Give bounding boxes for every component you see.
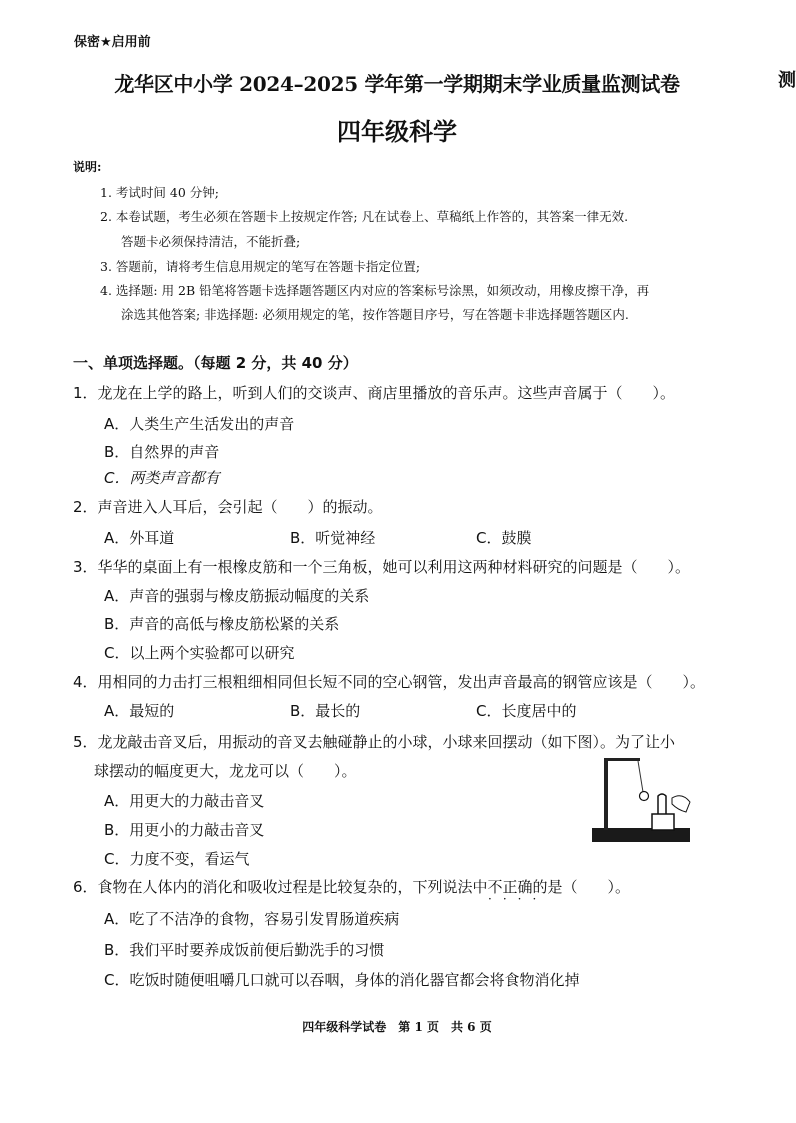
- question-4-option-a: A．最短的: [104, 702, 175, 720]
- question-4-option-b: B．最长的: [290, 702, 361, 720]
- figure-stand-arm: [604, 758, 640, 761]
- side-tab-text: 测: [778, 70, 796, 91]
- exam-title: 龙华区中小学 2024–2025 学年第一学期期末学业质量监测试卷: [114, 72, 680, 96]
- question-5-option-b: B．用更小的力敲击音叉: [104, 821, 265, 839]
- question-5-option-c: C．力度不变，看运气: [104, 850, 250, 868]
- question-4-stem: 4．用相同的力击打三根粗细相同但长短不同的空心钢管，发出声音最高的钢管应该是（ ）。: [73, 673, 706, 691]
- question-6-option-a: A．吃了不洁净的食物，容易引发胃肠道疾病: [104, 910, 400, 928]
- question-6-option-b: B．我们平时要养成饭前便后勤洗手的习惯: [104, 941, 385, 959]
- confidential-label: 保密★启用前: [74, 35, 151, 50]
- question-3-option-c: C．以上两个实验都可以研究: [104, 644, 295, 662]
- figure-hand: [672, 796, 690, 812]
- page-footer: 四年级科学试卷 第 1 页 共 6 页: [302, 1020, 492, 1034]
- question-3-option-a: A．声音的强弱与橡皮筋振动幅度的关系: [104, 587, 370, 605]
- section-heading: 一、单项选择题。（每题 2 分，共 40 分）: [73, 354, 358, 372]
- question-5-stem-continued: 球摆动的幅度更大，龙龙可以（ ）。: [94, 762, 357, 780]
- question-6-stem: 6．食物在人体内的消化和吸收过程是比较复杂的，下列说法中不正确的是（ ）。: [73, 878, 631, 896]
- question-3-stem: 3．华华的桌面上有一根橡皮筋和一个三角板，她可以利用这两种材料研究的问题是（ ）。: [73, 558, 691, 576]
- note-item: 1. 考试时间 40 分钟;: [100, 185, 219, 200]
- question-4-option-c: C．长度居中的: [476, 702, 577, 720]
- question-1-stem: 1．龙龙在上学的路上，听到人们的交谈声、商店里播放的音乐声。这些声音属于（ ）。: [73, 384, 676, 402]
- note-item: 涂选其他答案; 非选择题: 必须用规定的笔，按作答题目序号，写在答题卡非选择题答题区内.: [121, 307, 629, 322]
- exam-subtitle: 四年级科学: [337, 117, 457, 146]
- question-1-option-a: A．人类生产生活发出的声音: [104, 415, 295, 433]
- question-2-option-b: B．听觉神经: [290, 529, 376, 547]
- emphasis-dots: ····: [488, 892, 548, 906]
- note-item: 答题卡必须保持清洁，不能折叠;: [121, 234, 301, 249]
- question-1-option-b: B．自然界的声音: [104, 443, 220, 461]
- note-item: 4. 选择题: 用 2B 铅笔将答题卡选择题答题区内对应的答案标号涂黑，如须改动，用橡皮擦干净，再: [100, 283, 650, 298]
- question-5-option-a: A．用更大的力敲击音叉: [104, 792, 265, 810]
- figure-ball: [640, 792, 649, 801]
- question-6-option-c: C．吃饭时随便咀嚼几口就可以吞咽，身体的消化器官都会将食物消化掉: [104, 971, 580, 989]
- question-2-stem: 2．声音进入人耳后，会引起（ ）的振动。: [73, 498, 383, 516]
- question-1-option-c: C．两类声音都有: [104, 469, 220, 487]
- figure-stand-pole: [604, 758, 608, 830]
- note-item: 2. 本卷试题，考生必须在答题卡上按规定作答; 凡在试卷上、草稿纸上作答的，其答案一律无效.: [100, 209, 629, 224]
- question-5-stem: 5．龙龙敲击音叉后，用振动的音叉去触碰静止的小球，小球来回摆动（如下图）。为了让小: [73, 733, 676, 751]
- note-item: 3. 答题前，请将考生信息用规定的笔写在答题卡指定位置;: [100, 259, 421, 274]
- figure-string: [638, 761, 643, 792]
- figure-resonance-box: [652, 814, 674, 830]
- question-2-option-c: C．鼓膜: [476, 529, 532, 547]
- question-2-option-a: A．外耳道: [104, 529, 175, 547]
- tuning-fork-pendulum-figure: [586, 752, 696, 850]
- figure-tuning-fork: [658, 794, 666, 814]
- figure-base: [592, 828, 690, 842]
- question-3-option-b: B．声音的高低与橡皮筋松紧的关系: [104, 615, 340, 633]
- notes-heading: 说明:: [73, 160, 102, 174]
